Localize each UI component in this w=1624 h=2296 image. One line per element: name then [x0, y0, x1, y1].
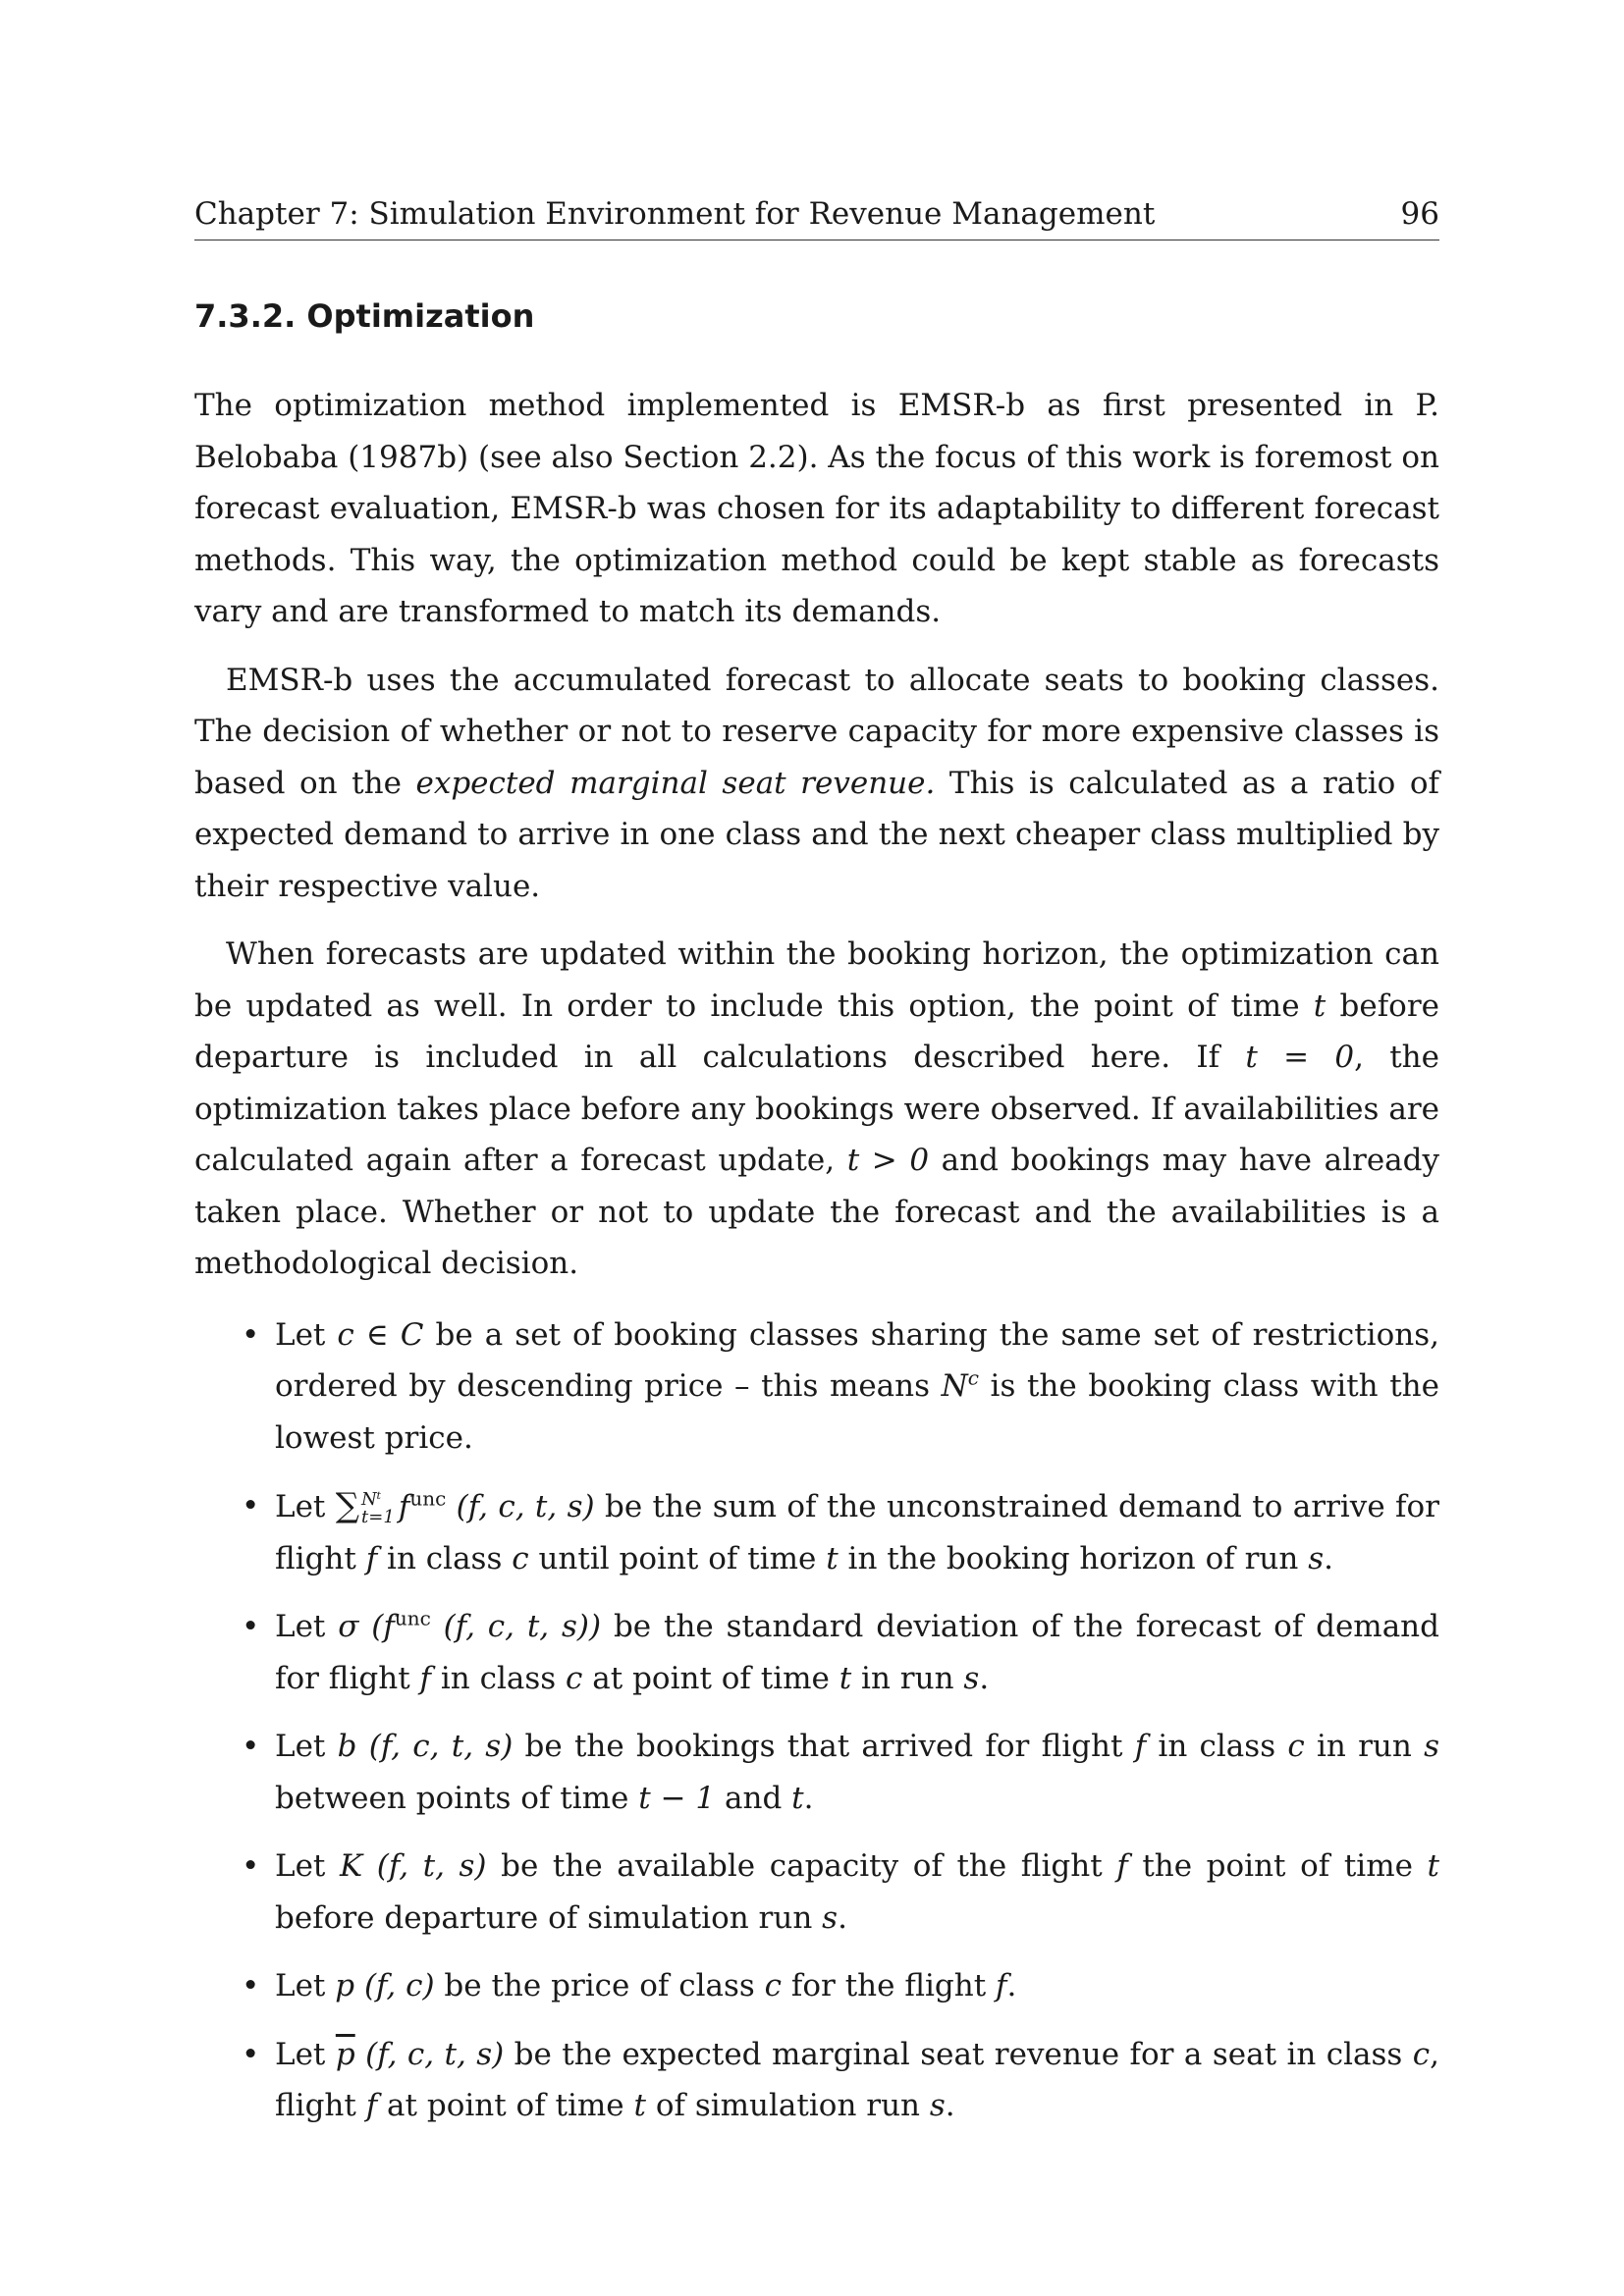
text-segment: in class — [377, 1540, 513, 1576]
section-heading: 7.3.2. Optimization — [194, 297, 535, 335]
definition-list — [194, 1309, 1439, 2132]
paragraph-2 — [194, 655, 1439, 913]
text-segment: be the price of class — [434, 1968, 765, 2003]
summation-lower: t=1 — [361, 1506, 395, 1527]
text-segment: at point of time — [377, 2088, 634, 2123]
text-segment: in run — [1304, 1729, 1425, 1764]
text-segment: in class — [431, 1660, 567, 1696]
math-args: (f, c, t, s) — [354, 2036, 505, 2072]
bullet-icon: • — [242, 1729, 260, 1764]
paragraph-2-text-b: This is calculated as a ratio of expected demand to arrive in one class and the next cheaper class multiplied by their respective value. — [194, 765, 1439, 904]
math-superscript: unc — [394, 1606, 431, 1630]
text-segment: is the booking class with the lowest price. — [275, 1368, 1439, 1456]
paragraph-3 — [194, 929, 1439, 1290]
math-expr: K (f, t, s) — [339, 1848, 487, 1884]
math-var: t — [633, 2088, 646, 2123]
text-segment: in run — [851, 1660, 964, 1696]
list-item — [194, 1309, 1439, 1465]
math-var: c — [512, 1540, 529, 1576]
bullet-icon: • — [242, 1848, 260, 1884]
bullet-icon: • — [242, 1609, 260, 1644]
text-segment: between points of time — [275, 1780, 639, 1816]
list-item-text — [275, 1960, 1439, 2012]
math-var: f — [365, 1540, 378, 1576]
text-segment: for the flight — [782, 1968, 997, 2003]
text-segment: be the standard deviation of the forecast of demand for flight — [275, 1609, 1439, 1696]
summation-limits — [361, 1488, 395, 1527]
paragraph-3-text-d: and bookings may have already taken place. Whether or not to update the forecast and the availabilities is a methodological decision. — [194, 1143, 1440, 1281]
math-expr: b (f, c, t, s) — [337, 1729, 514, 1764]
math-var: f — [365, 2088, 378, 2123]
text-segment: be the available capacity of the flight — [486, 1848, 1117, 1884]
list-item-text — [275, 2029, 1439, 2132]
paragraph-1: The optimization method implemented is EMSR-b as first presented in P. Belobaba (1987b) (see also Section 2.2). As the focus of this work is foremost on forecast evaluation, EMSR-b was chosen for its adaptability to different forecast methods. This way, the optimization method could be kept stable as forecasts vary and are transformed to match its demands. — [194, 388, 1439, 629]
list-item-text — [275, 1480, 1439, 1584]
math-var: c — [566, 1660, 583, 1696]
math-var: t — [839, 1660, 852, 1696]
lead-text: Let — [275, 1729, 338, 1764]
chapter-title: Chapter 7: Simulation Environment for Revenue Management — [194, 196, 1156, 232]
math-expr: c ∈ C — [337, 1316, 424, 1353]
lead-text: Let — [275, 1609, 339, 1644]
text-segment: and — [715, 1780, 792, 1816]
math-var: N — [941, 1368, 968, 1404]
list-item-text — [275, 1309, 1439, 1465]
list-item — [194, 1721, 1439, 1824]
math-var: c — [1412, 2036, 1431, 2072]
summation-upper: Nᵗ — [361, 1488, 382, 1510]
list-item — [194, 1841, 1439, 1944]
lead-text: Let — [275, 1848, 340, 1884]
text-segment: . — [803, 1780, 814, 1816]
math-expr: σ (f — [338, 1609, 395, 1644]
math-var: f — [419, 1660, 432, 1696]
math-args: (f, c, t, s) — [446, 1489, 595, 1524]
lead-text: Let — [275, 2036, 336, 2072]
text-segment: . — [945, 2088, 955, 2123]
paragraph-3-text-a: When forecasts are updated within the booking horizon, the optimization can be updated as well. In order to include this option, the point of time — [194, 936, 1439, 1024]
paragraph-3-text-c: , the optimization takes place before any bookings were observed. If availabilities are calculated again after a forecast update, — [194, 1040, 1439, 1178]
text-segment: the point of time — [1127, 1848, 1428, 1884]
math-var: f — [996, 1968, 1007, 2003]
text-segment: at point of time — [582, 1660, 839, 1696]
math-var: t — [1427, 1848, 1439, 1884]
math-var-overlined: $\overline{p}$ — [335, 2036, 355, 2072]
math-args: (f, c, t, s)) — [430, 1609, 602, 1644]
math-var: f — [398, 1489, 410, 1524]
math-var: s — [822, 1899, 839, 1936]
math-superscript: c — [967, 1365, 979, 1390]
text-segment: in the booking horizon of run — [838, 1540, 1309, 1576]
math-var: f — [1116, 1848, 1128, 1884]
text-segment: of simulation run — [645, 2088, 930, 2123]
lead-text: Let — [275, 1316, 338, 1353]
math-var: t — [791, 1780, 804, 1816]
math-superscript: unc — [409, 1486, 447, 1511]
running-header — [194, 196, 1439, 240]
bullet-icon: • — [242, 1316, 260, 1353]
math-expr: p (f, c) — [335, 1968, 435, 2003]
text-segment: . — [1006, 1968, 1017, 2003]
math-var-t: t — [1313, 988, 1326, 1024]
bullet-icon: • — [242, 1968, 260, 2003]
math-var: t — [826, 1540, 839, 1576]
text-segment: . — [1324, 1540, 1333, 1576]
math-t-equals-zero: t = 0 — [1245, 1040, 1355, 1075]
text-segment: until point of time — [528, 1540, 827, 1576]
paragraph-2-emphasis: expected marginal seat revenue. — [415, 765, 936, 801]
list-item-text — [275, 1601, 1439, 1704]
list-item — [194, 1960, 1439, 2012]
text-segment: before departure of simulation run — [275, 1899, 823, 1936]
lead-text: Let — [275, 1968, 336, 2003]
math-var: s — [963, 1660, 980, 1696]
list-item — [194, 1601, 1439, 1704]
math-var: c — [1287, 1729, 1305, 1764]
document-page — [194, 196, 1439, 2149]
page-number: 96 — [1400, 196, 1439, 232]
math-var: f — [1134, 1729, 1147, 1764]
list-item-text — [275, 1841, 1439, 1944]
math-var: s — [1308, 1540, 1325, 1576]
text-segment: . — [838, 1899, 847, 1936]
text-segment: be the bookings that arrived for flight — [513, 1729, 1135, 1764]
text-segment: be the expected marginal seat revenue for a seat in class — [504, 2036, 1413, 2072]
math-var: c — [764, 1968, 783, 2003]
bullet-icon: • — [242, 2036, 260, 2072]
list-item — [194, 1480, 1439, 1584]
text-segment: . — [979, 1660, 990, 1696]
text-segment: be the sum of the unconstrained demand to arrive for flight — [275, 1489, 1439, 1576]
list-item-text — [275, 1721, 1439, 1824]
text-segment: in class — [1146, 1729, 1288, 1764]
lead-text: Let — [275, 1489, 336, 1524]
math-var: s — [929, 2088, 946, 2123]
summation-icon: ∑ — [335, 1486, 360, 1525]
math-var: s — [1424, 1729, 1440, 1764]
math-t-greater-zero: t > 0 — [846, 1143, 930, 1178]
paragraph-3-text-b: before departure is included in all calculations described here. If — [194, 988, 1439, 1075]
text-segment: , flight — [275, 2036, 1439, 2123]
math-expr: t − 1 — [638, 1780, 716, 1816]
paragraph-2-text-a: EMSR-b uses the accumulated forecast to allocate seats to booking classes. The decision of whether or not to reserve capacity for more expensive classes is based on the — [194, 662, 1439, 801]
bullet-icon: • — [242, 1488, 260, 1523]
text-segment: be a set of booking classes sharing the same set of restrictions, ordered by descending price – this means — [275, 1316, 1439, 1404]
list-item — [194, 2029, 1439, 2132]
